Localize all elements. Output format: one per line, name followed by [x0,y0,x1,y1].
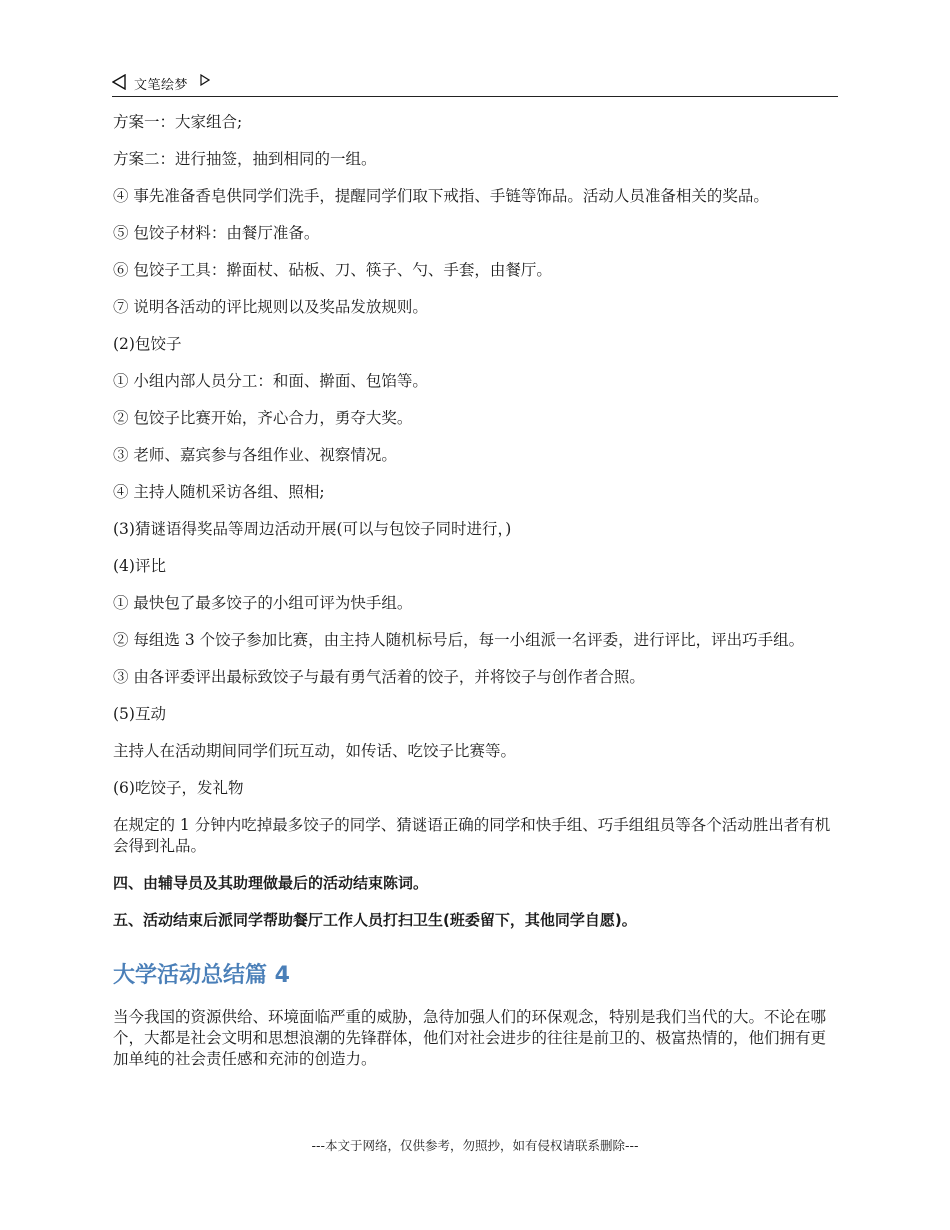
paragraph: ③ 老师、嘉宾参与各组作业、视察情况。 [113,446,397,464]
bold-paragraph: 五、活动结束后派同学帮助餐厅工作人员打扫卫生(班委留下，其他同学自愿)。 [113,911,637,929]
paragraph: (4)评比 [113,557,166,575]
footer-disclaimer: ---本文于网络，仅供参考，勿照抄，如有侵权请联系删除--- [311,1138,639,1153]
page-header [112,72,838,97]
paragraph: ⑥ 包饺子工具：擀面杖、砧板、刀、筷子、勺、手套，由餐厅。 [113,261,552,279]
triangle-left-icon [112,74,126,90]
section-body: 当今我国的资源供给、环境面临严重的威胁，急待加强人们的环保观念，特别是我们当代的大。不论在哪个，大都是社会文明和思想浪潮的先锋群体，他们对社会进步的往往是前卫的、极富热情的，他们拥有更加单纯的社会责任感和充沛的创造力。 [113,1008,827,1068]
paragraph: 在规定的 1 分钟内吃掉最多饺子的同学、猜谜语正确的同学和快手组、巧手组组员等各个活动胜出者有机会得到礼品。 [113,816,831,855]
paragraph: ④ 事先准备香皂供同学们洗手，提醒同学们取下戒指、手链等饰品。活动人员准备相关的奖品。 [113,187,769,205]
paragraph: ② 每组选 3 个饺子参加比赛，由主持人随机标号后，每一小组派一名评委，进行评比，评出巧手组。 [113,631,805,649]
section-heading: 大学活动总结篇 4 [113,963,290,988]
paragraph: 方案二：进行抽签，抽到相同的一组。 [113,150,377,168]
paragraph: ④ 主持人随机采访各组、照相; [113,483,325,501]
paragraph: ① 小组内部人员分工：和面、擀面、包馅等。 [113,372,428,390]
bold-paragraph: 四、由辅导员及其助理做最后的活动结束陈词。 [113,874,429,892]
paragraph: 主持人在活动期间同学们玩互动，如传话、吃饺子比赛等。 [113,742,517,760]
document-body [113,112,838,1086]
paragraph: (2)包饺子 [113,335,182,353]
triangle-right-icon [200,74,210,86]
paragraph: ⑤ 包饺子材料：由餐厅准备。 [113,224,320,242]
paragraph: ② 包饺子比赛开始，齐心合力，勇夺大奖。 [113,409,413,427]
paragraph: ③ 由各评委评出最标致饺子与最有勇气活着的饺子，并将饺子与创作者合照。 [113,668,645,686]
paragraph: 方案一：大家组合; [113,113,243,131]
paragraph: (3)猜谜语得奖品等周边活动开展(可以与包饺子同时进行，) [113,520,512,538]
brand-name: 文笔绘梦 [134,78,189,93]
paragraph: (5)互动 [113,705,166,723]
paragraph: ⑦ 说明各活动的评比规则以及奖品发放规则。 [113,298,428,316]
paragraph: (6)吃饺子，发礼物 [113,779,244,797]
paragraph: ① 最快包了最多饺子的小组可评为快手组。 [113,594,413,612]
